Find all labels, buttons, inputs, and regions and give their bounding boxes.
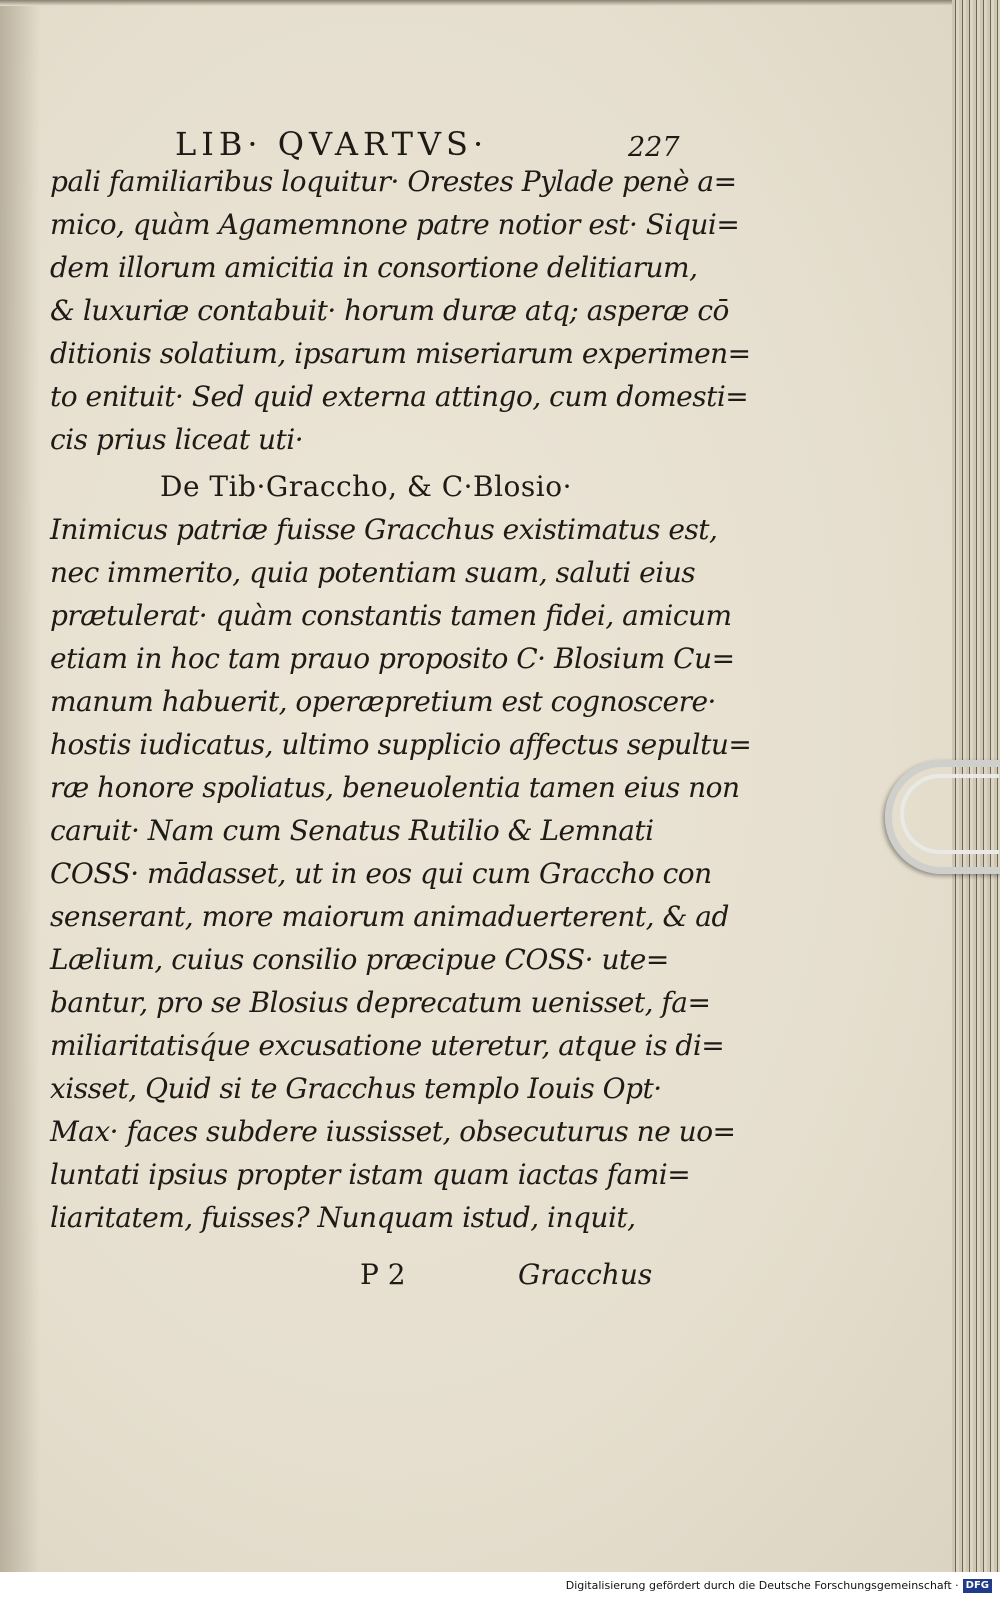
section-line: Max· faces subdere iussisset, obsecuturus ne uo=: [50, 1115, 736, 1148]
dfg-logo[interactable]: DFG: [963, 1579, 992, 1593]
section-heading: De Tib·Graccho, & C·Blosio·: [160, 470, 572, 503]
digitization-footer: [0, 1572, 1000, 1600]
folio-number: 227: [628, 132, 680, 163]
section-line: etiam in hoc tam prauo proposito C· Blosium Cu=: [50, 642, 735, 675]
body-line: dem illorum amicitia in consortione delitiarum,: [50, 251, 698, 284]
section-line: miliaritatisq́ue excusatione uteretur, atque is di=: [50, 1029, 725, 1062]
body-line: cis prius liceat uti·: [50, 423, 304, 456]
section-line: liaritatem, fuisses? Nunquam istud, inquit,: [50, 1201, 636, 1234]
body-line: mico, quàm Agamemnone patre notior est· Siqui=: [50, 208, 740, 241]
section-line: caruit· Nam cum Senatus Rutilio & Lemnati: [50, 814, 654, 847]
section-line: prætulerat· quàm constantis tamen fidei, amicum: [50, 599, 732, 632]
body-line: pali familiaribus loquitur· Orestes Pylade penè a=: [50, 165, 737, 198]
section-line: manum habuerit, operæpretium est cognoscere·: [50, 685, 716, 718]
section-line: ræ honore spoliatus, beneuolentia tamen eius non: [50, 771, 740, 804]
running-title: LIB· QVARTVS·: [175, 125, 489, 163]
section-line: hostis iudicatus, ultimo supplicio affectus sepultu=: [50, 728, 752, 761]
footer-credit: Digitalisierung gefördert durch die Deutsche Forschungsgemeinschaft ·: [565, 1579, 959, 1592]
catchword: Gracchus: [518, 1258, 653, 1291]
section-line: xisset, Quid si te Gracchus templo Iouis Opt·: [50, 1072, 662, 1105]
section-line: COSS· mādasset, ut in eos qui cum Graccho con: [50, 857, 712, 890]
signature-mark: P 2: [360, 1258, 406, 1291]
section-line: luntati ipsius propter istam quam iactas fami=: [50, 1158, 691, 1191]
body-line: to enituit· Sed quid externa attingo, cum domesti=: [50, 380, 749, 413]
section-line: nec immerito, quia potentiam suam, saluti eius: [50, 556, 696, 589]
body-line: ditionis solatium, ipsarum miseriarum experimen=: [50, 337, 751, 370]
book-gutter: [0, 0, 40, 1572]
paper-clip-inner-icon: [900, 774, 999, 854]
section-line: Inimicus patriæ fuisse Gracchus existimatus est,: [50, 513, 718, 546]
section-line: senserant, more maiorum animaduerterent, & ad: [50, 900, 729, 933]
section-line: bantur, pro se Blosius deprecatum uenisset, fa=: [50, 986, 711, 1019]
body-line: & luxuriæ contabuit· horum duræ atq; asperæ cō: [50, 294, 729, 327]
page-top-edge: [0, 0, 958, 6]
section-line: Lælium, cuius consilio præcipue COSS· ute=: [50, 943, 669, 976]
